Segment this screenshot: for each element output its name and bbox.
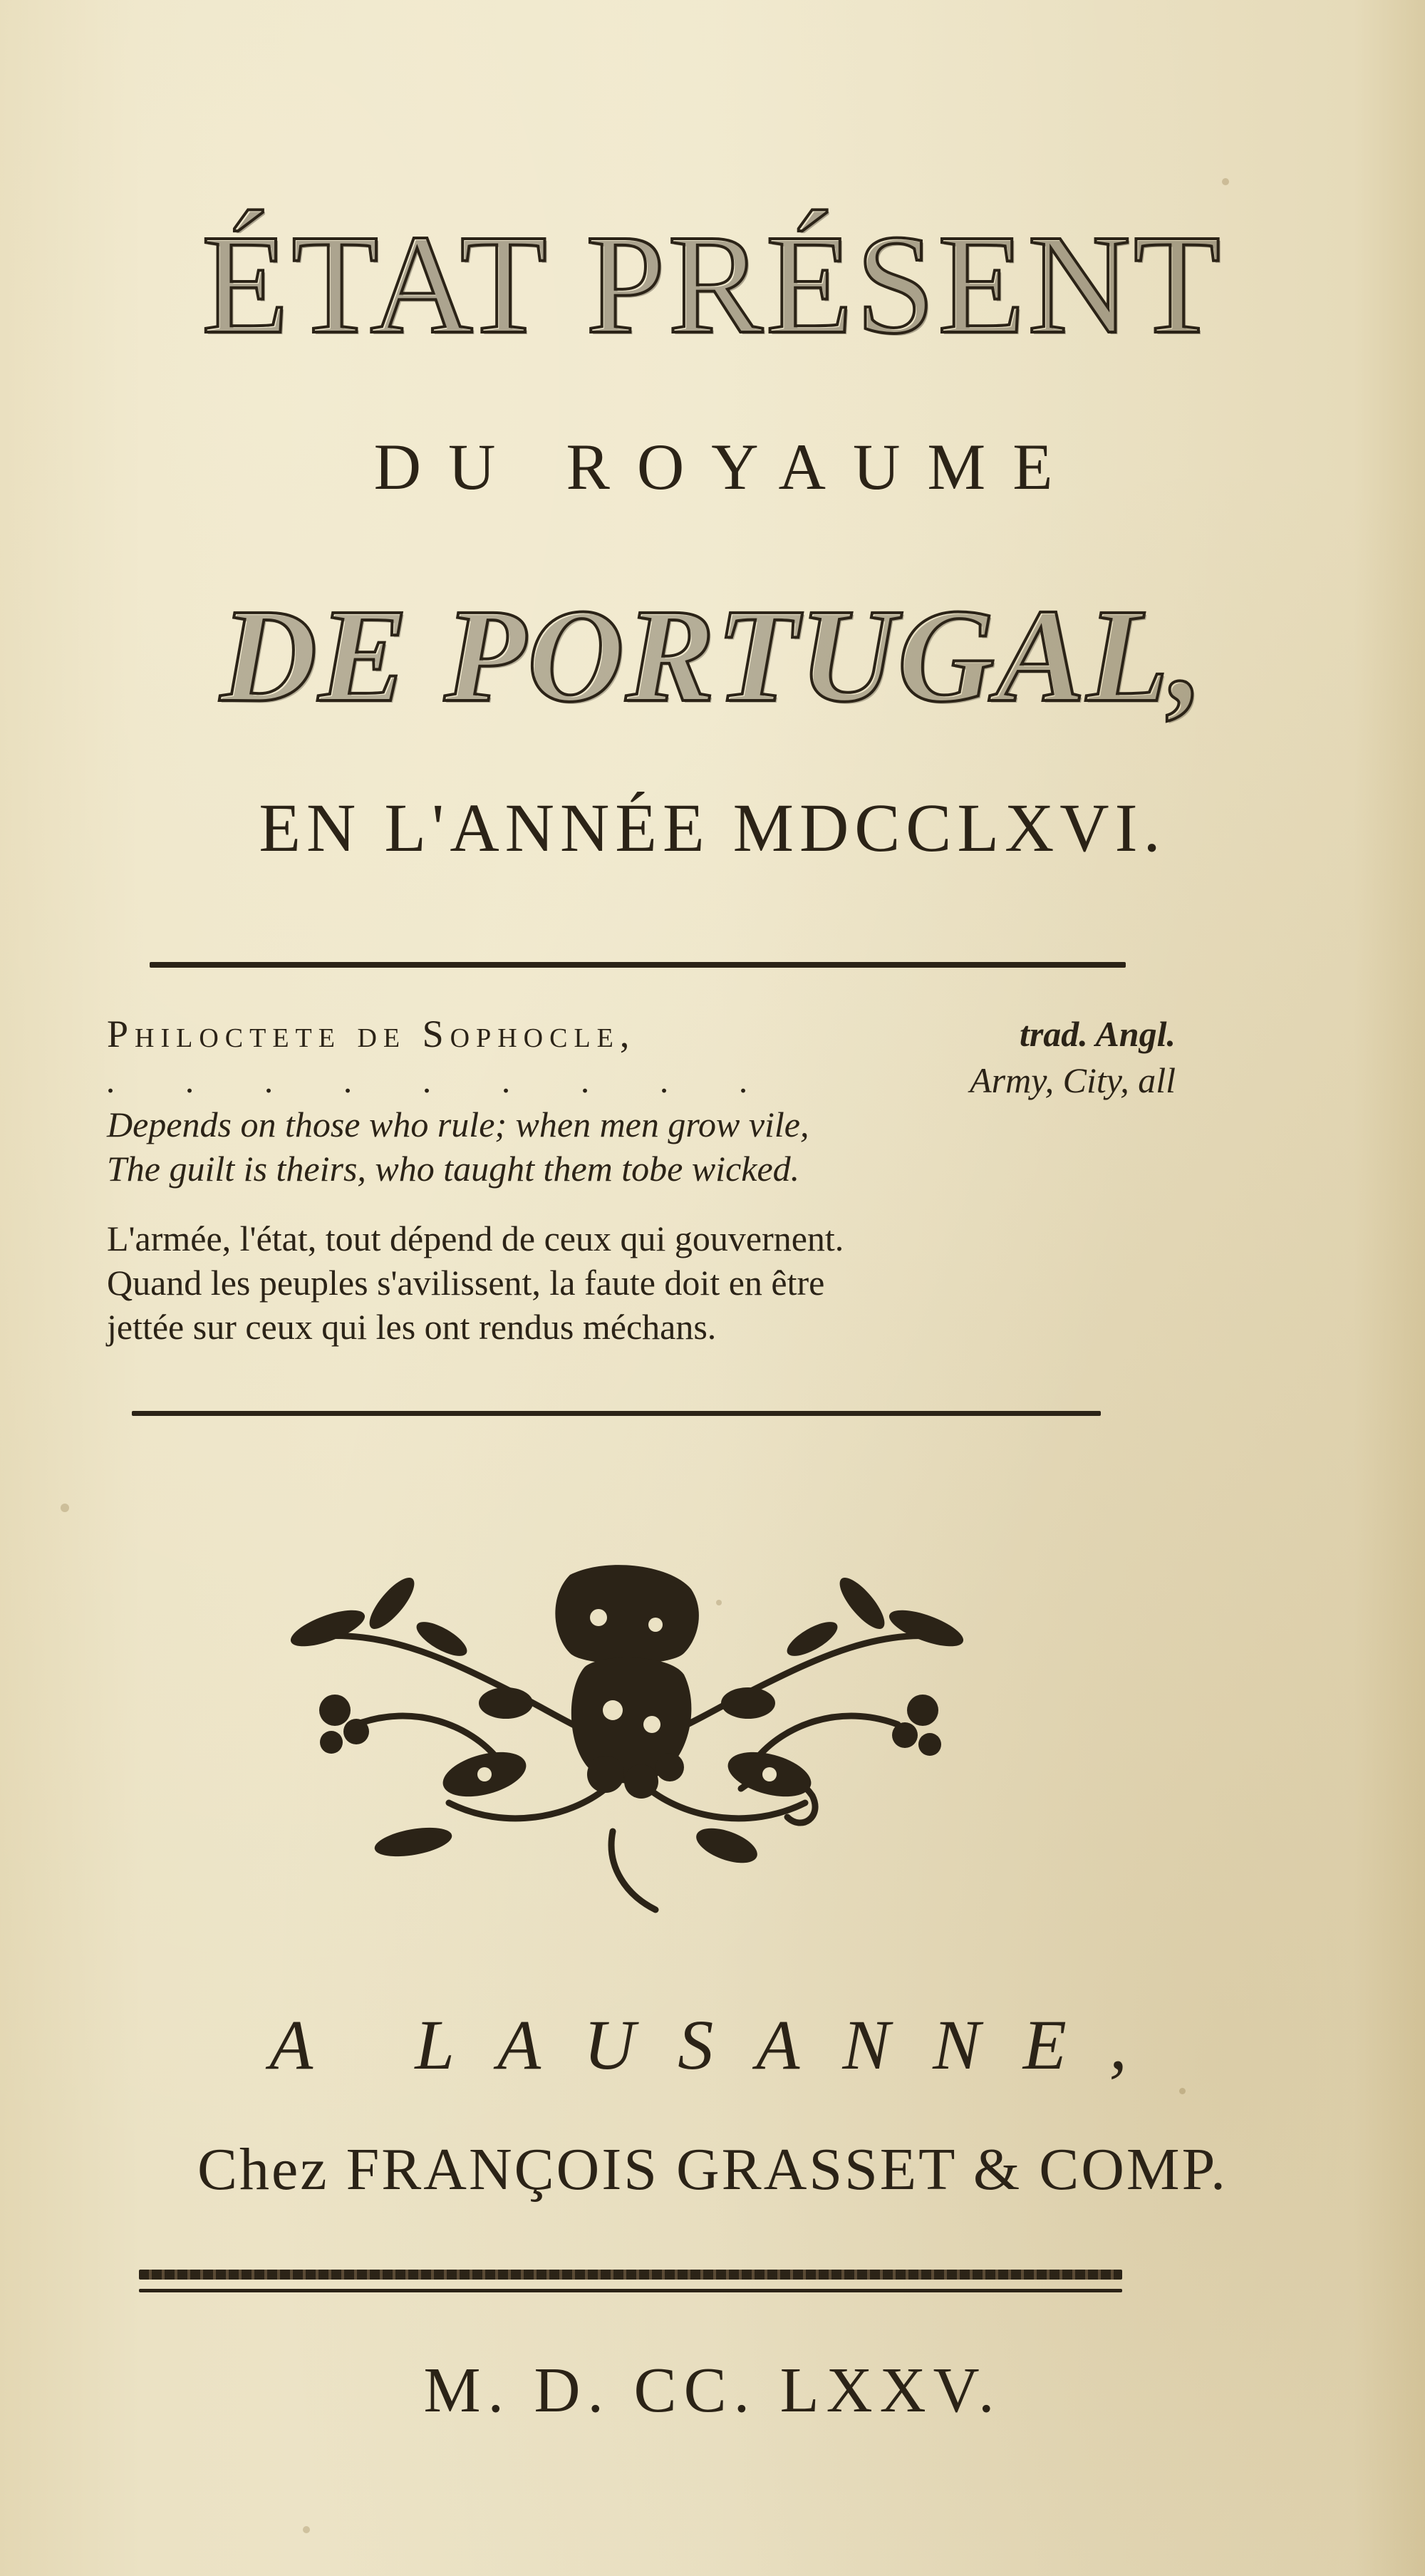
floral-vignette-ornament bbox=[271, 1561, 983, 1917]
middle-rule bbox=[132, 1411, 1101, 1416]
ellipsis-dots: . . . . . . . . . bbox=[107, 1060, 749, 1100]
epigraph-french-line2: Quand les peuples s'avilissent, la faute doit en être bbox=[107, 1263, 825, 1303]
epigraph-english-line3: The guilt is theirs, who taught them tobe wicked. bbox=[107, 1149, 800, 1189]
double-rule-lower bbox=[139, 2289, 1122, 2292]
epigraph-french-line1: L'armée, l'état, tout dépend de ceux qui gouvernent. bbox=[107, 1219, 844, 1258]
double-rule-upper bbox=[139, 2270, 1122, 2280]
paper-spot bbox=[61, 1504, 69, 1512]
epigraph-translation-note: trad. Angl. bbox=[1019, 1014, 1176, 1054]
epigraph-french bbox=[107, 1216, 1176, 1349]
imprint-printer: Chez FRANÇOIS GRASSET & COMP. bbox=[197, 2136, 1228, 2203]
epigraph-attribution bbox=[107, 1012, 1176, 1057]
epigraph-english-line2: Depends on those who rule; when men grow vile, bbox=[107, 1105, 809, 1144]
title-line-de-portugal: DE PORTUGAL, bbox=[220, 581, 1205, 730]
epigraph-author: Philoctete de Sophocle, bbox=[107, 1013, 636, 1055]
title-line-etat-present: ÉTAT PRÉSENT bbox=[202, 206, 1223, 363]
title-line-du-royaume: DU ROYAUME bbox=[373, 430, 1080, 503]
epigraph-english bbox=[107, 1058, 1176, 1191]
paper-spot bbox=[1179, 2088, 1186, 2094]
epigraph-english-line1: Army, City, all bbox=[970, 1060, 1176, 1100]
imprint-city: A LAUSANNE, bbox=[269, 2005, 1170, 2084]
paper-spot bbox=[1222, 178, 1229, 185]
epigraph-french-line3: jettée sur ceux qui les ont rendus méchans. bbox=[107, 1307, 717, 1347]
title-line-year: EN L'ANNÉE MDCCLXVI. bbox=[259, 790, 1166, 866]
top-rule bbox=[150, 962, 1126, 968]
imprint-date: M. D. CC. LXXV. bbox=[423, 2355, 1002, 2426]
paper-spot bbox=[303, 2526, 310, 2533]
